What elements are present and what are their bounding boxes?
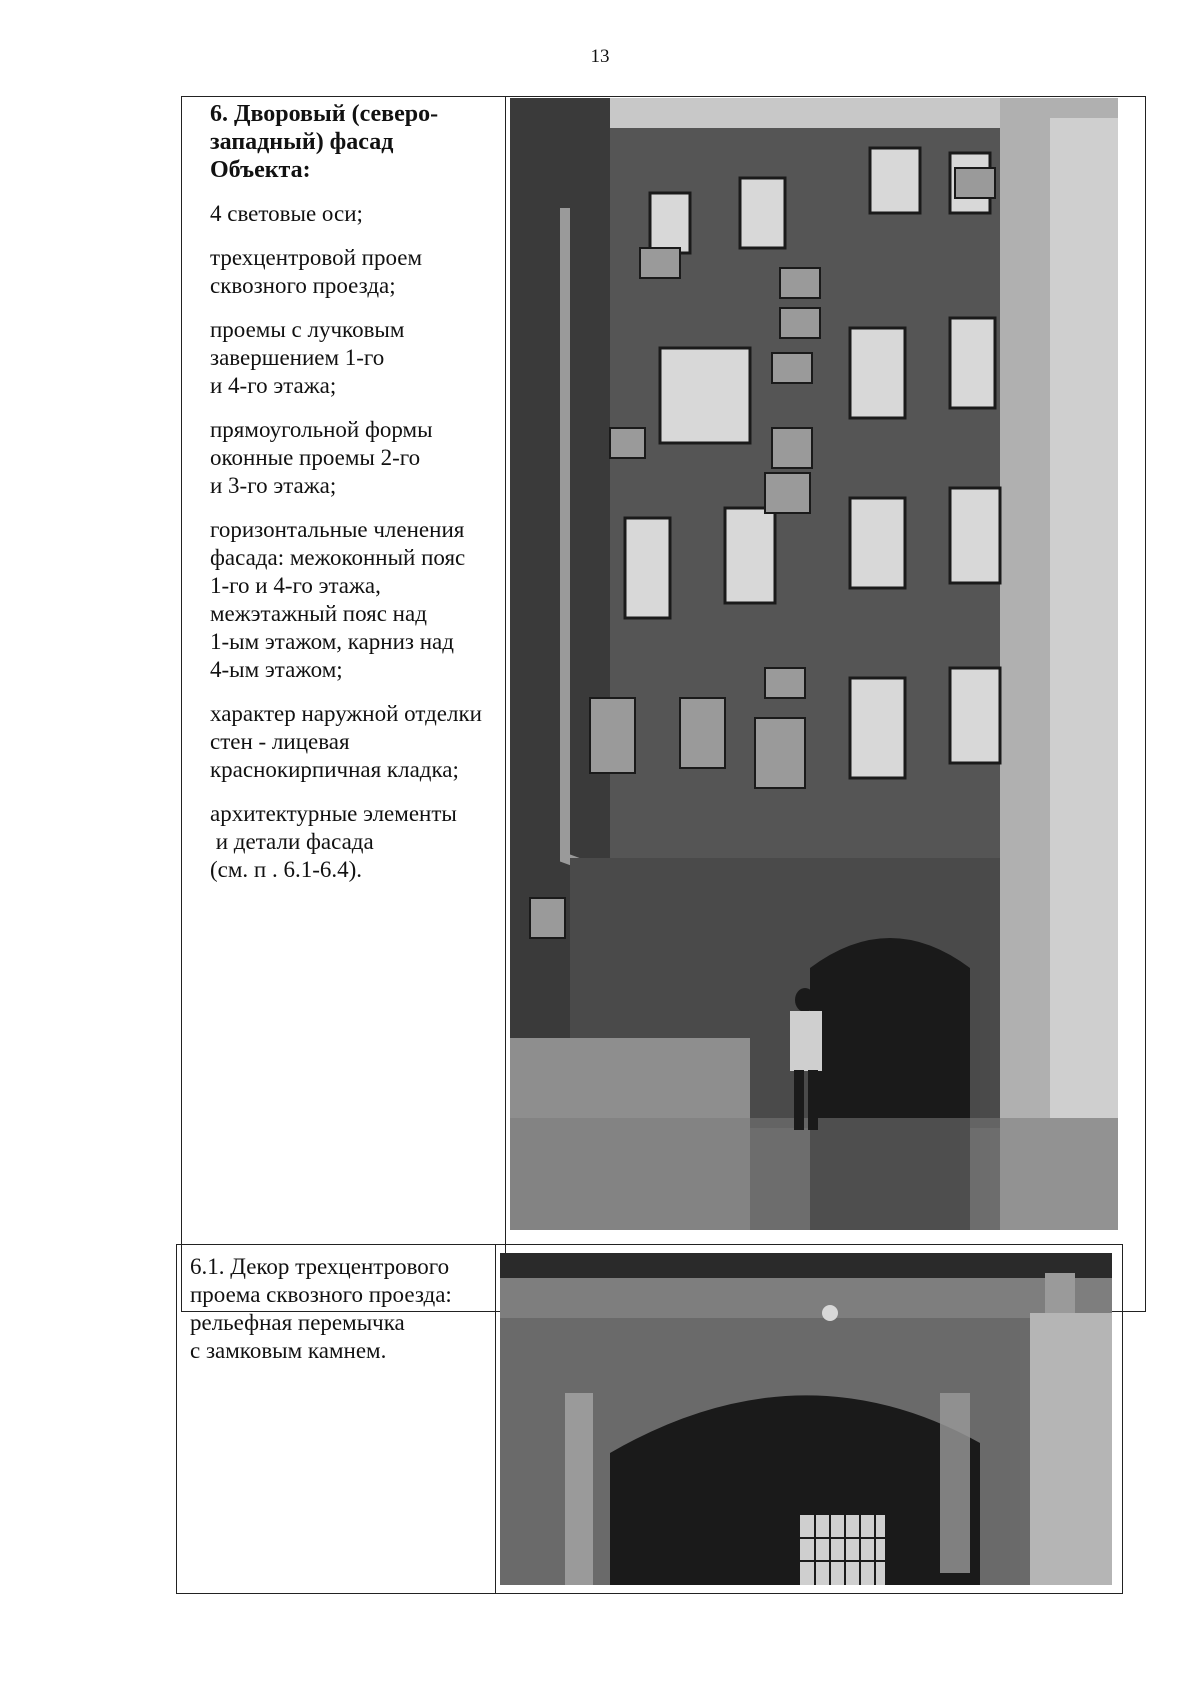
arch-photo: [500, 1253, 1112, 1585]
item-line: прямоугольной формы: [210, 417, 433, 442]
item-line: фасада: межоконный пояс: [210, 545, 466, 570]
item-line: и 4-го этажа;: [210, 373, 337, 398]
item-line: проема сквозного проезда:: [190, 1282, 452, 1307]
item-line: и детали фасада: [210, 829, 374, 854]
item-line: с замковым камнем.: [190, 1338, 387, 1363]
item-line: рельефная перемычка: [190, 1310, 405, 1335]
list-item: [210, 800, 510, 884]
item-line: 4 световые оси;: [210, 201, 363, 226]
list-item: [210, 316, 510, 400]
facade-photo-image: [510, 98, 1118, 1230]
item-line: 6.1. Декор трехцентрового: [190, 1254, 450, 1279]
item-line: проемы с лучковым: [210, 317, 405, 342]
item-line: межэтажный пояс над: [210, 601, 427, 626]
heading-line: 6. Дворовый (северо-: [210, 101, 439, 127]
item-line: краснокирпичная кладка;: [210, 757, 459, 782]
item-line: завершением 1-го: [210, 345, 385, 370]
facade-photo: [510, 98, 1118, 1230]
list-item: [210, 700, 510, 784]
page-number: 13: [590, 46, 610, 67]
item-line: 1-го и 4-го этажа,: [210, 573, 381, 598]
item-line: характер наружной отделки: [210, 701, 482, 726]
item-line: стен - лицевая: [210, 729, 350, 754]
heading-line: западный) фасад: [210, 129, 394, 155]
item-line: оконные проемы 2-го: [210, 445, 421, 470]
facade-description-cell: [210, 100, 510, 900]
item-line: сквозного проезда;: [210, 273, 396, 298]
item-line: горизонтальные членения: [210, 517, 465, 542]
list-item: [210, 516, 510, 684]
item-line: архитектурные элементы: [210, 801, 457, 826]
list-item: [210, 416, 510, 500]
list-item: [210, 244, 510, 300]
item-line: (см. п . 6.1-6.4).: [210, 857, 363, 882]
list-item: [210, 200, 510, 228]
arch-decor-description-cell: [190, 1253, 500, 1365]
item-line: 4-ым этажом;: [210, 657, 343, 682]
item-line: трехцентровой проем: [210, 245, 423, 270]
item-line: и 3-го этажа;: [210, 473, 337, 498]
heading-line: Объекта:: [210, 157, 311, 183]
section-heading: [210, 100, 510, 184]
arch-photo-image: [500, 1253, 1112, 1585]
item-line: 1-ым этажом, карниз над: [210, 629, 454, 654]
